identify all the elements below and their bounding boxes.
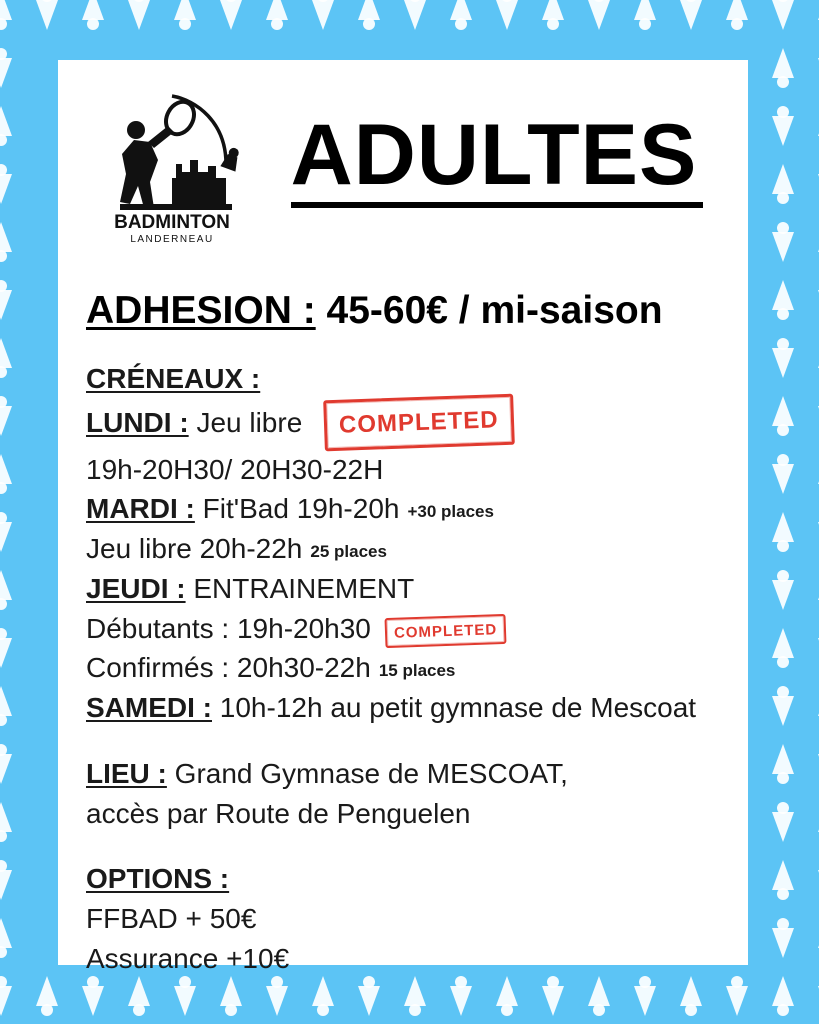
lieu-row-2 [86,794,748,834]
poster-card [58,60,748,974]
adhesion-value: 45-60€ / mi-saison [326,289,663,332]
schedule-text: Débutants : 19h-20h30 [86,612,371,644]
schedule-text: Fit'Bad 19h-20h [202,493,400,525]
schedule-row-jeudi-2 [86,609,748,649]
day-label-mardi: MARDI : [86,493,195,525]
poster-body [86,359,748,979]
poster-header [58,60,748,250]
places-badge: 15 places [378,661,456,681]
badminton-club-logo [76,82,246,247]
completed-stamp: COMPLETED [384,614,506,649]
places-badge: 25 places [310,542,387,562]
option-item-1 [86,899,748,939]
day-label-jeudi: JEUDI : [86,572,186,604]
schedule-text: 19h-20H30/ 20H30-22H [86,453,384,485]
places-badge: +30 places [407,502,494,522]
spacer [86,833,748,859]
option-item-2 [86,939,748,979]
schedule-text: Confirmés : 20h30-22h [86,652,371,684]
option-text: Assurance +10€ [86,942,290,974]
schedule-row-mardi-1 [86,489,748,529]
lieu-label: LIEU : [86,757,167,789]
option-text: FFBAD + 50€ [86,903,257,935]
adhesion-line [86,290,748,333]
schedule-text: Jeu libre 20h-22h [86,533,303,565]
schedule-row-samedi-1 [86,688,748,728]
lieu-line-2: accès par Route de Penguelen [86,797,471,829]
adhesion-label: ADHESION : [86,289,316,332]
schedule-row-mardi-2 [86,529,748,569]
options-heading: OPTIONS : [86,863,230,895]
schedule-text: Jeu libre [196,406,303,438]
logo-word-badminton: BADMINTON [114,212,230,233]
logo-word-landerneau: LANDERNEAU [130,234,214,245]
schedule-row-jeudi-1 [86,569,748,609]
day-label-samedi: SAMEDI : [86,692,212,724]
page-title: ADULTES [291,112,704,208]
creneaux-heading: CRÉNEAUX : [86,362,261,394]
schedule-text: ENTRAINEMENT [193,572,415,604]
schedule-row-jeudi-3 [86,648,748,688]
completed-stamp: COMPLETED [323,393,514,451]
day-label-lundi: LUNDI : [86,406,189,438]
schedule-row-lundi-2 [86,450,748,490]
lieu-line-1: Grand Gymnase de MESCOAT, [174,757,568,789]
spacer [86,728,748,754]
schedule-text: 10h-12h au petit gymnase de Mescoat [219,692,697,724]
schedule-row-lundi-1 [86,399,748,450]
lieu-row-1 [86,754,748,794]
